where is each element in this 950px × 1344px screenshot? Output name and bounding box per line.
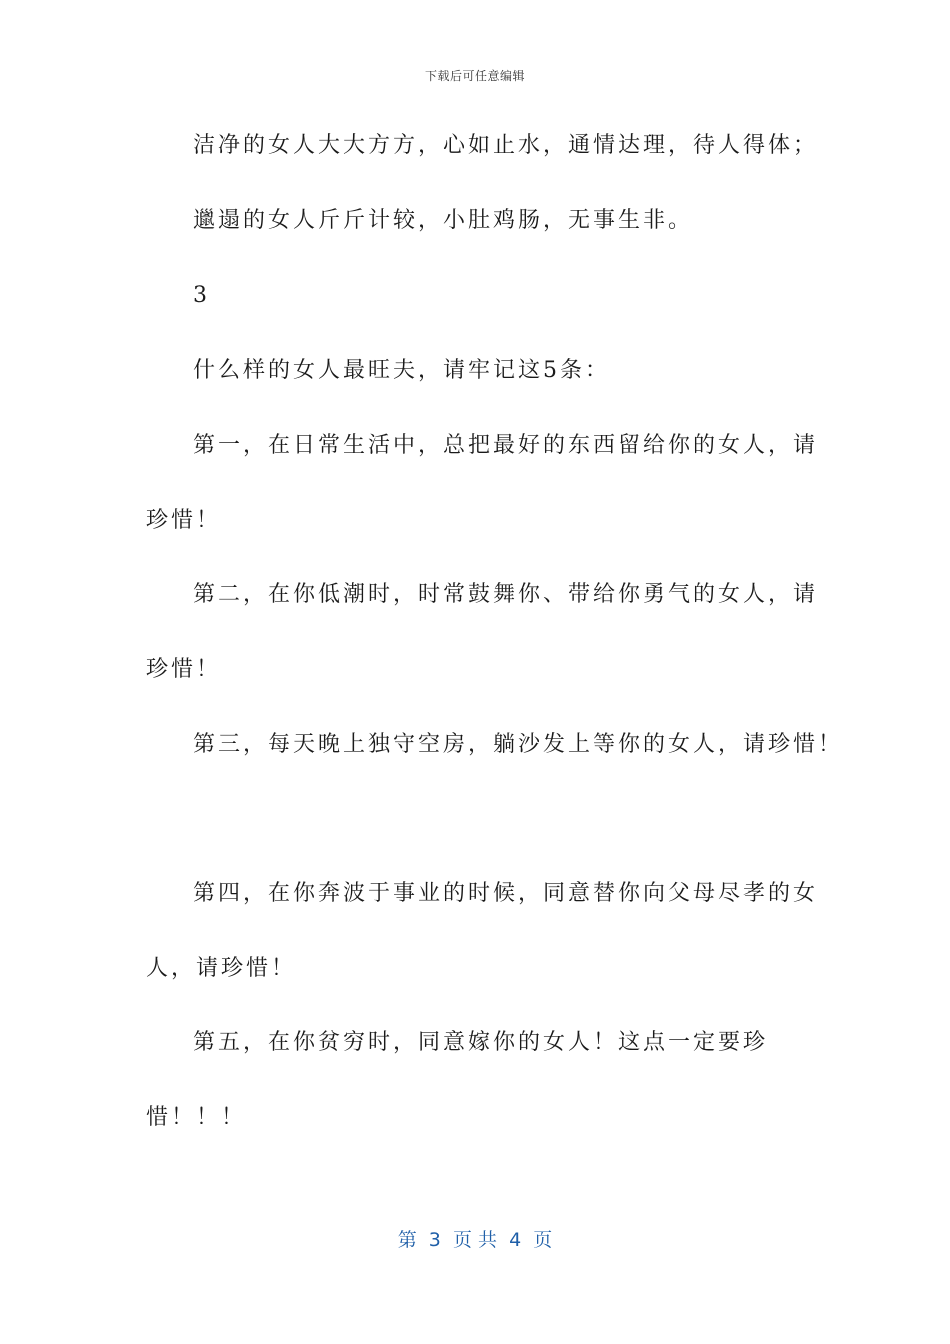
paragraph-line: 珍惜！: [146, 508, 222, 533]
paragraph-line: 惜！！！: [146, 1105, 247, 1130]
paragraph-line: 第四，在你奔波于事业的时候，同意替你向父母尽孝的女: [193, 881, 819, 906]
paragraph-line: 第三，每天晚上独守空房，躺沙发上等你的女人，请珍惜！: [193, 732, 844, 757]
paragraph-line: 洁净的女人大大方方，心如止水，通情达理，待人得体；: [193, 133, 819, 158]
section-number: 3: [193, 283, 210, 308]
paragraph-line: 第五，在你贫穷时，同意嫁你的女人！这点一定要珍: [193, 1030, 769, 1055]
paragraph-line: 邋遢的女人斤斤计较，小肚鸡肠，无事生非。: [193, 208, 694, 233]
paragraph-line: 什么样的女人最旺夫，请牢记这5条：: [193, 358, 610, 383]
paragraph-line: 第一，在日常生活中，总把最好的东西留给你的女人，请: [193, 433, 819, 458]
paragraph-line: 珍惜！: [146, 657, 222, 682]
paragraph-line: 第二，在你低潮时，时常鼓舞你、带给你勇气的女人，请: [193, 582, 819, 607]
page-header: 下载后可任意编辑: [424, 69, 525, 83]
page-footer: 第 3 页 共 4 页: [397, 1229, 553, 1251]
paragraph-line: 人，请珍惜！: [146, 956, 297, 981]
